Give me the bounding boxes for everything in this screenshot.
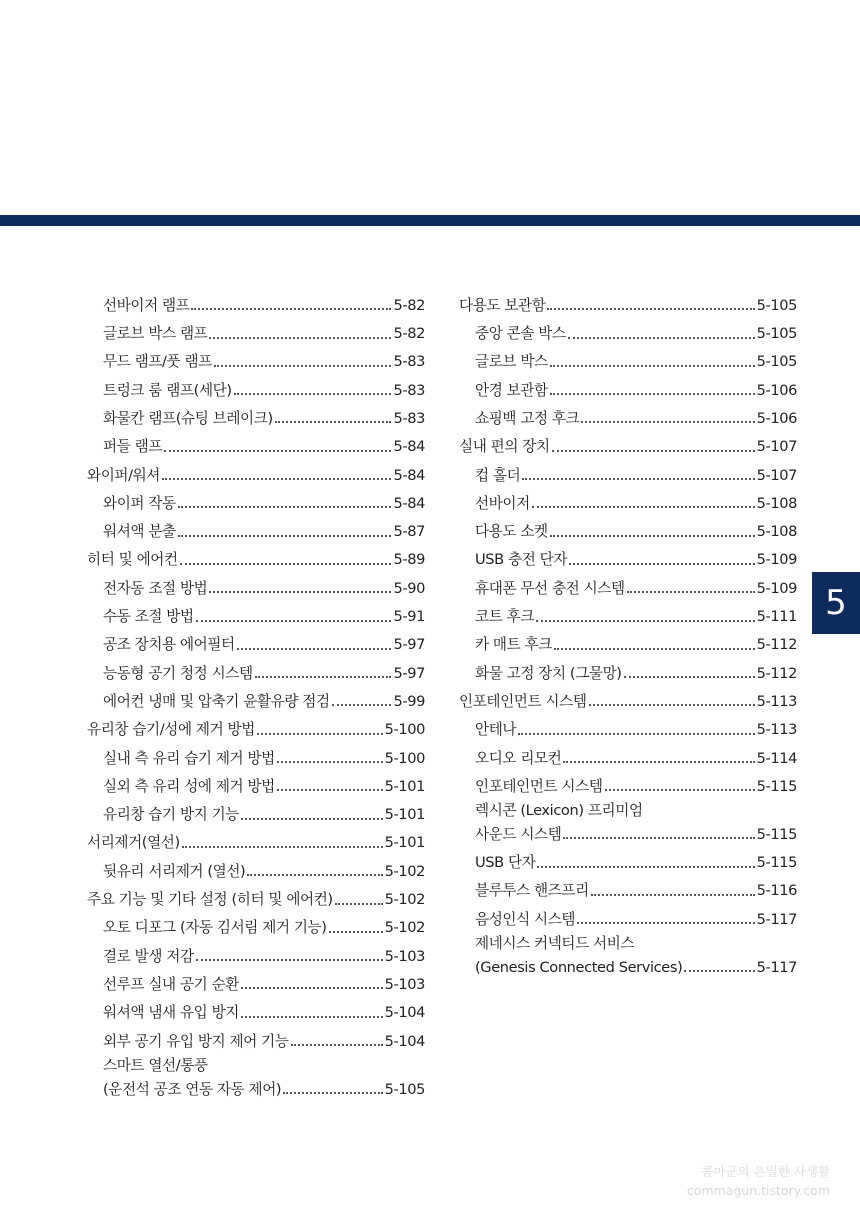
toc-entry[interactable] <box>459 654 797 682</box>
dot-leader <box>255 676 392 678</box>
toc-entry-page: 5-83 <box>393 409 425 427</box>
toc-entry-label: 제네시스 커넥티드 서비스 <box>475 934 635 952</box>
toc-entry[interactable] <box>459 597 797 625</box>
toc-entry[interactable] <box>87 739 425 767</box>
toc-entry-label: 안경 보관함 <box>475 381 548 399</box>
toc-entry[interactable] <box>459 399 797 427</box>
toc-entry-label: 뒷유리 서리제거 (열선) <box>103 862 246 880</box>
toc-entry-page: 5-112 <box>756 664 797 682</box>
dot-leader <box>563 761 754 763</box>
toc-entry[interactable] <box>459 872 797 900</box>
dot-leader <box>241 1016 383 1018</box>
toc-entry-page: 5-115 <box>756 825 797 843</box>
toc-entry-label-continued: (Genesis Connected Services) <box>475 958 683 976</box>
toc-entry-page: 5-87 <box>393 523 425 541</box>
toc-entry-label: 유리창 습기 방지 기능 <box>103 806 239 824</box>
toc-entry[interactable] <box>87 371 425 399</box>
toc-entry-page: 5-99 <box>393 692 425 710</box>
watermark-line-2: commagun.tistory.com <box>686 1183 830 1198</box>
toc-entry[interactable] <box>459 427 797 455</box>
dot-leader <box>180 563 392 565</box>
toc-entry[interactable] <box>459 795 797 843</box>
dot-leader <box>234 393 392 395</box>
dot-leader <box>182 846 383 848</box>
dot-leader <box>275 421 392 423</box>
toc-entry-label: 글로브 박스 램프 <box>103 325 208 343</box>
toc-entry[interactable] <box>87 909 425 937</box>
toc-entry[interactable] <box>87 343 425 371</box>
dot-leader <box>605 789 755 791</box>
toc-entry-page: 5-108 <box>756 494 797 512</box>
toc-entry-page: 5-105 <box>756 325 797 343</box>
toc-entry[interactable] <box>87 484 425 512</box>
toc-entry[interactable] <box>87 1050 425 1098</box>
toc-entry[interactable] <box>87 314 425 342</box>
toc-entry-label: 수동 조절 방법 <box>103 608 194 626</box>
toc-entry-label: 외부 공기 유입 방지 제어 기능 <box>103 1032 289 1050</box>
toc-entry-label: 쇼핑백 고정 후크 <box>475 409 580 427</box>
toc-entry-label: 워셔액 냄새 유입 방지 <box>103 1004 239 1022</box>
toc-entry[interactable] <box>459 682 797 710</box>
dot-leader <box>591 894 755 896</box>
toc-entry[interactable] <box>459 900 797 928</box>
toc-entry-label: 결로 발생 저감 <box>103 947 194 965</box>
toc-entry-label: 전자동 조절 방법 <box>103 579 208 597</box>
toc-entry[interactable] <box>459 484 797 512</box>
toc-entry-label: 실외 측 유리 성에 제거 방법 <box>103 777 275 795</box>
dot-leader <box>577 922 754 924</box>
toc-entry-page: 5-103 <box>384 947 425 965</box>
toc-entry[interactable] <box>87 512 425 540</box>
chapter-tab[interactable] <box>812 572 860 634</box>
toc-entry-page: 5-97 <box>393 636 425 654</box>
dot-leader <box>569 563 755 565</box>
toc-entry-page: 5-101 <box>384 834 425 852</box>
dot-leader <box>537 866 754 868</box>
toc-entry[interactable] <box>87 399 425 427</box>
toc-entry-label: 무드 램프/풋 램프 <box>103 353 212 371</box>
dot-leader <box>522 478 754 480</box>
toc-entry-label: 오토 디포그 (자동 김서림 제거 기능) <box>103 919 327 937</box>
toc-entry-page: 5-105 <box>756 296 797 314</box>
toc-entry[interactable] <box>459 569 797 597</box>
toc-entry[interactable] <box>87 541 425 569</box>
toc-entry-page: 5-100 <box>384 749 425 767</box>
toc-entry[interactable] <box>459 541 797 569</box>
toc-entry-label: 다용도 소켓 <box>475 523 548 541</box>
toc-entry[interactable] <box>87 795 425 823</box>
dot-leader <box>196 959 383 961</box>
toc-entry-label: 와이퍼/워셔 <box>87 466 161 484</box>
toc-entry-page: 5-103 <box>384 975 425 993</box>
toc-entry[interactable] <box>87 993 425 1021</box>
toc-entry-page: 5-117 <box>756 958 797 976</box>
toc-entry-label: 중앙 콘솔 박스 <box>475 325 566 343</box>
dot-leader <box>684 970 754 972</box>
toc-entry-label: 서리제거(열선) <box>87 834 180 852</box>
toc-entry-label: 안테나 <box>475 721 517 739</box>
toc-entry-page: 5-106 <box>756 381 797 399</box>
dot-leader <box>283 1092 382 1094</box>
dot-leader <box>329 931 383 933</box>
toc-entry-label: 주요 기능 및 기타 설정 (히터 및 에어컨) <box>87 891 333 909</box>
dot-leader <box>257 733 383 735</box>
dot-leader <box>164 450 391 452</box>
toc-entry-label: 다용도 보관함 <box>459 296 546 314</box>
toc-entry[interactable] <box>87 880 425 908</box>
dot-leader <box>550 535 755 537</box>
toc-entry-page: 5-82 <box>393 296 425 314</box>
chapter-number: 5 <box>825 583 847 623</box>
toc-entry-label: 블루투스 핸즈프리 <box>475 882 589 900</box>
toc-entry-page: 5-113 <box>756 692 797 710</box>
toc-entry-label: 휴대폰 무선 충전 시스템 <box>475 579 625 597</box>
toc-entry-page: 5-114 <box>756 749 797 767</box>
header-rule <box>0 215 860 226</box>
toc-entry-page: 5-107 <box>756 466 797 484</box>
toc-entry[interactable] <box>87 1022 425 1050</box>
toc-entry-page: 5-106 <box>756 409 797 427</box>
dot-leader <box>191 308 391 310</box>
dot-leader <box>196 620 392 622</box>
toc-entry[interactable] <box>459 371 797 399</box>
toc-entry-label: 인포테인먼트 시스템 <box>475 777 603 795</box>
toc-entry-page: 5-108 <box>756 523 797 541</box>
toc-entry-page: 5-90 <box>393 579 425 597</box>
toc-entry-page: 5-100 <box>384 721 425 739</box>
toc-entry-label: 히터 및 에어컨 <box>87 551 178 569</box>
toc-entry-page: 5-117 <box>756 910 797 928</box>
toc-entry-page: 5-89 <box>393 551 425 569</box>
toc-entry-page: 5-83 <box>393 353 425 371</box>
toc-entry[interactable] <box>459 710 797 738</box>
toc-entry[interactable] <box>459 512 797 540</box>
toc-entry-page: 5-105 <box>384 1080 425 1098</box>
dot-leader <box>237 648 392 650</box>
toc-entry-label: 카 매트 후크 <box>475 636 552 654</box>
toc-entry-page: 5-101 <box>384 777 425 795</box>
toc-entry-page: 5-104 <box>384 1004 425 1022</box>
dot-leader <box>335 903 383 905</box>
toc-entry[interactable] <box>459 456 797 484</box>
dot-leader <box>518 733 755 735</box>
toc-entry-page: 5-84 <box>393 494 425 512</box>
dot-leader <box>581 421 754 423</box>
toc-entry-label-continued: (운전석 공조 연동 자동 제어) <box>103 1080 282 1098</box>
toc-entry-label: 와이퍼 작동 <box>103 494 176 512</box>
toc-entry-page: 5-104 <box>384 1032 425 1050</box>
toc-entry-page: 5-109 <box>756 551 797 569</box>
toc-entry-page: 5-82 <box>393 325 425 343</box>
toc-entry-label-continued: 사운드 시스템 <box>475 825 562 843</box>
toc-entry-label: 음성인식 시스템 <box>475 910 576 928</box>
toc-entry-page: 5-113 <box>756 721 797 739</box>
dot-leader <box>536 620 755 622</box>
toc-entry-label: 공조 장치용 에어필터 <box>103 636 235 654</box>
toc-entry[interactable] <box>87 597 425 625</box>
dot-leader <box>291 1044 383 1046</box>
toc-entry-page: 5-102 <box>384 891 425 909</box>
toc-entry[interactable] <box>459 928 797 976</box>
toc-entry[interactable] <box>87 654 425 682</box>
toc-entry[interactable] <box>459 767 797 795</box>
dot-leader <box>589 704 755 706</box>
dot-leader <box>277 789 383 791</box>
dot-leader <box>332 704 392 706</box>
dot-leader <box>624 676 755 678</box>
toc-entry-label: 선루프 실내 공기 순환 <box>103 975 239 993</box>
toc-entry[interactable] <box>87 937 425 965</box>
dot-leader <box>627 591 755 593</box>
toc-entry-label: 화물 고정 장치 (그물망) <box>475 664 622 682</box>
toc-entry-label: 능동형 공기 청정 시스템 <box>103 664 253 682</box>
toc-entry-label: 퍼들 램프 <box>103 438 163 456</box>
toc-entry-page: 5-83 <box>393 381 425 399</box>
dot-leader <box>241 987 383 989</box>
toc-entry[interactable] <box>87 767 425 795</box>
dot-leader <box>568 337 755 339</box>
dot-leader <box>162 478 391 480</box>
toc-entry-label: 렉시콘 (Lexicon) 프리미엄 <box>475 801 643 819</box>
toc-entry-label: 유리창 습기/성에 제거 방법 <box>87 721 255 739</box>
toc-entry-label: 선바이저 <box>475 494 530 512</box>
toc-entry-label: 선바이저 램프 <box>103 296 190 314</box>
dot-leader <box>554 648 755 650</box>
toc-entry-label: 컵 홀더 <box>475 466 521 484</box>
toc-entry-page: 5-107 <box>756 438 797 456</box>
toc-entry[interactable] <box>87 710 425 738</box>
toc-entry-label: 오디오 리모컨 <box>475 749 562 767</box>
toc-entry-label: 인포테인먼트 시스템 <box>459 692 587 710</box>
toc-entry-label: 글로브 박스 <box>475 353 548 371</box>
watermark <box>630 1162 830 1200</box>
toc-entry-page: 5-109 <box>756 579 797 597</box>
toc-entry[interactable] <box>87 626 425 654</box>
dot-leader <box>241 818 383 820</box>
toc-entry[interactable] <box>459 343 797 371</box>
toc-entry-page: 5-105 <box>756 353 797 371</box>
dot-leader <box>532 506 755 508</box>
toc-entry-page: 5-101 <box>384 806 425 824</box>
toc-entry-label: 에어컨 냉매 및 압축기 윤활유량 점검 <box>103 692 330 710</box>
toc-left-column <box>87 286 425 1098</box>
toc-entry-page: 5-91 <box>393 608 425 626</box>
dot-leader <box>209 591 391 593</box>
toc-entry-page: 5-102 <box>384 862 425 880</box>
toc-entry-label: 실내 측 유리 습기 제거 방법 <box>103 749 275 767</box>
dot-leader <box>550 365 755 367</box>
toc-entry[interactable] <box>87 456 425 484</box>
dot-leader <box>209 337 391 339</box>
toc-entry-page: 5-102 <box>384 919 425 937</box>
toc-entry[interactable] <box>87 569 425 597</box>
dot-leader <box>550 393 755 395</box>
toc-entry-page: 5-115 <box>756 777 797 795</box>
toc-entry-page: 5-84 <box>393 466 425 484</box>
toc-entry[interactable] <box>87 852 425 880</box>
toc-entry[interactable] <box>87 427 425 455</box>
dot-leader <box>247 874 382 876</box>
toc-entry-page: 5-84 <box>393 438 425 456</box>
toc-entry-page: 5-112 <box>756 636 797 654</box>
toc-entry[interactable] <box>459 314 797 342</box>
dot-leader <box>552 450 755 452</box>
toc-entry[interactable] <box>87 682 425 710</box>
dot-leader <box>547 308 754 310</box>
dot-leader <box>563 837 754 839</box>
dot-leader <box>214 365 392 367</box>
toc-entry[interactable] <box>459 286 797 314</box>
toc-entry[interactable] <box>459 739 797 767</box>
watermark-line-1: 콤마군의 은밀한 사생활 <box>701 1164 830 1179</box>
toc-entry-page: 5-97 <box>393 664 425 682</box>
toc-entry-label: 스마트 열선/통풍 <box>103 1056 208 1074</box>
toc-entry-page: 5-115 <box>756 854 797 872</box>
toc-entry[interactable] <box>87 824 425 852</box>
toc-entry[interactable] <box>87 286 425 314</box>
dot-leader <box>277 761 383 763</box>
toc-entry-label: USB 충전 단자 <box>475 551 568 569</box>
toc-entry[interactable] <box>459 626 797 654</box>
toc-entry-label: USB 단자 <box>475 854 536 872</box>
toc-entry-label: 워셔액 분출 <box>103 523 176 541</box>
dot-leader <box>178 535 392 537</box>
toc-entry-label: 트렁크 룸 램프(세단) <box>103 381 232 399</box>
toc-entry-label: 화물칸 램프(슈팅 브레이크) <box>103 409 273 427</box>
toc-entry-label: 실내 편의 장치 <box>459 438 550 456</box>
toc-right-column <box>459 286 797 976</box>
toc-entry-label: 코트 후크 <box>475 608 535 626</box>
toc-entry-page: 5-116 <box>756 882 797 900</box>
toc-entry[interactable] <box>459 843 797 871</box>
toc-entry-page: 5-111 <box>756 608 797 626</box>
toc-entry[interactable] <box>87 965 425 993</box>
dot-leader <box>178 506 392 508</box>
